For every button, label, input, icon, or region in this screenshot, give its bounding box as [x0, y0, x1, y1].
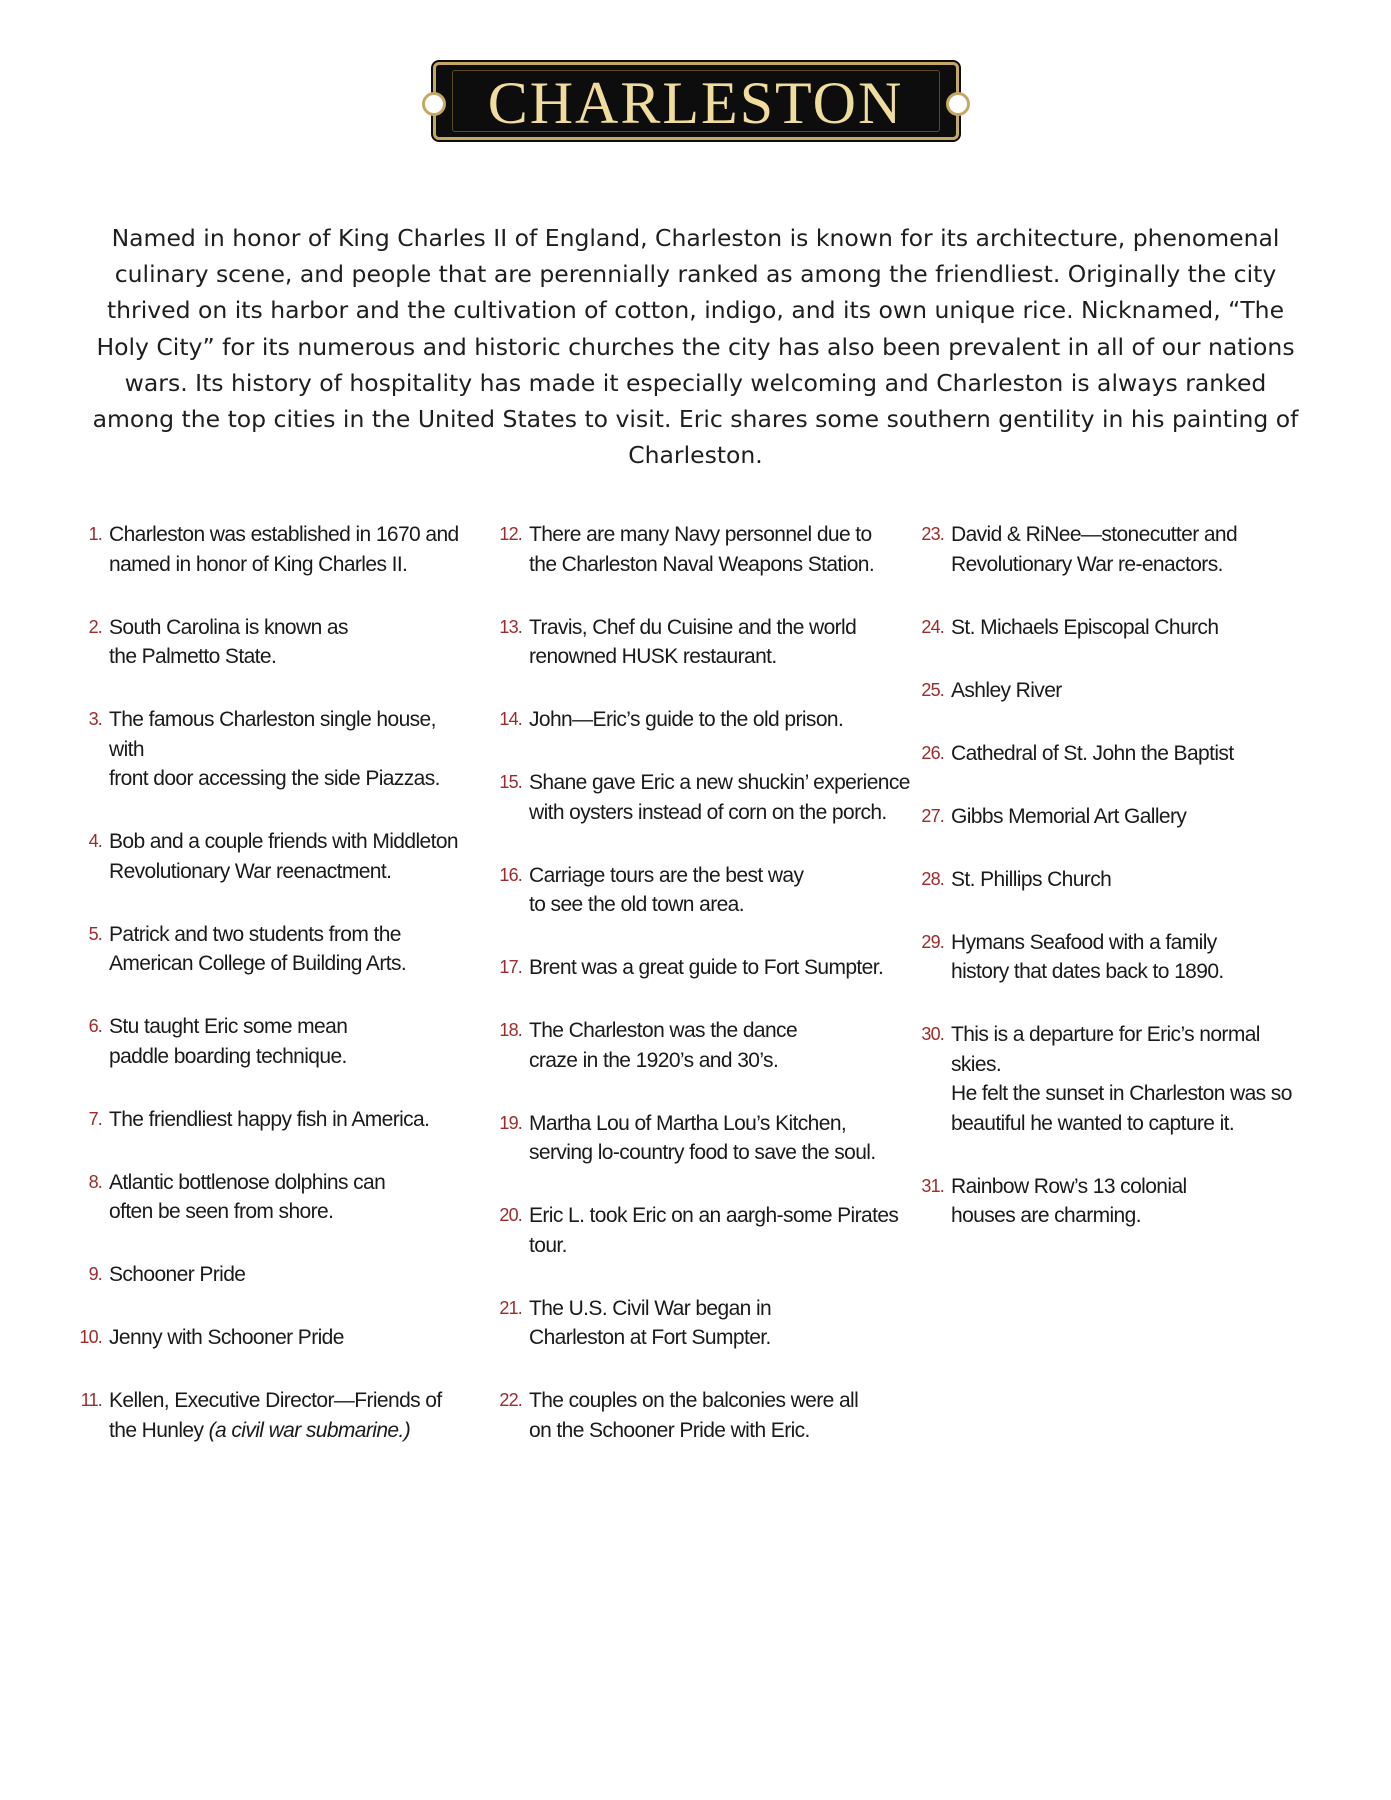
page-title: CHARLESTON	[487, 70, 904, 136]
item-text: Ashley River	[951, 678, 1062, 702]
intro-paragraph: Named in honor of King Charles II of England, Charleston is known for its architecture, phenomenal culinary scene, and people that are perennially ranked as among the friendliest. Originally the city thrived on its harbor and the cultivation of cotton, indigo, and its own unique rice. Nicknamed, “The Holy City” for its numerous and historic churches the city has also been prevalent in all of our nations wars. Its history of hospitality has made it especially welcoming and Charleston is always ranked among the top cities in the United States to visit. Eric shares some southern gentility in his painting of Charleston.	[92, 224, 1299, 470]
item-text: John—Eric’s guide to the old prison.	[529, 708, 844, 731]
item-text: There are many Navy personnel due to the Charleston Naval Weapons Station.	[529, 523, 875, 576]
item-number: 19.	[499, 1112, 522, 1133]
list-item	[912, 1172, 1312, 1231]
list-item	[70, 613, 460, 672]
item-number: 13.	[499, 616, 522, 637]
item-text: This is a departure for Eric’s normal skies. He felt the sunset in Charleston was so beautiful he wanted to capture it.	[951, 1023, 1292, 1135]
list-item	[490, 705, 910, 735]
item-text-main: Kellen, Executive Director—Friends of the Hunley	[109, 1389, 442, 1442]
list-item	[490, 861, 910, 920]
item-number: 3.	[88, 709, 102, 729]
item-text: Brent was a great guide to Fort Sumpter.	[529, 956, 884, 979]
list-item	[70, 520, 460, 579]
list-item	[912, 739, 1312, 769]
item-text: The famous Charleston single house, with front door accessing the side Piazzas.	[109, 708, 440, 790]
item-number: 31.	[921, 1175, 944, 1196]
item-number: 27.	[921, 805, 944, 826]
item-number: 2.	[88, 616, 102, 637]
item-number: 30.	[921, 1024, 944, 1044]
list-item	[70, 1386, 460, 1445]
list-item	[490, 1294, 910, 1353]
list-item	[70, 705, 460, 794]
item-number: 25.	[921, 679, 944, 700]
item-number: 23.	[921, 524, 944, 544]
item-text-italic: (a civil war submarine.)	[208, 1418, 411, 1442]
item-text: St. Phillips Church	[951, 867, 1112, 891]
item-number: 12.	[499, 524, 522, 544]
numbered-list	[0, 520, 1391, 1442]
item-number: 11.	[80, 1390, 102, 1410]
list-column-2	[490, 520, 910, 1479]
title-sign	[433, 62, 959, 140]
list-item	[912, 1020, 1312, 1138]
item-text: Travis, Chef du Cuisine and the world renowned HUSK restaurant.	[529, 615, 857, 668]
item-number: 14.	[499, 709, 522, 729]
item-text: St. Michaels Episcopal Church	[951, 615, 1219, 639]
item-number: 16.	[499, 864, 522, 885]
item-text: Shane gave Eric a new shuckin’ experience with oysters instead of corn on the porch.	[529, 771, 910, 824]
item-number: 24.	[921, 616, 944, 637]
list-item	[912, 613, 1312, 643]
item-text: Rainbow Row’s 13 colonial houses are charming.	[951, 1174, 1187, 1227]
item-number: 6.	[88, 1016, 102, 1036]
list-item	[490, 1386, 910, 1445]
item-text: Schooner Pride	[109, 1263, 246, 1286]
list-item	[490, 1016, 910, 1075]
list-item	[70, 1323, 460, 1353]
item-text: Patrick and two students from the American College of Building Arts.	[109, 922, 407, 975]
item-text: The Charleston was the dance craze in the 1920’s and 30’s.	[529, 1019, 798, 1072]
item-text: Gibbs Memorial Art Gallery	[951, 804, 1187, 828]
item-number: 21.	[499, 1297, 522, 1318]
list-item	[490, 520, 910, 579]
item-text: Charleston was established in 1670 and named in honor of King Charles II.	[109, 523, 459, 576]
item-text: Atlantic bottlenose dolphins can often be seen from shore.	[109, 1170, 386, 1223]
list-item	[912, 676, 1312, 706]
item-text: Bob and a couple friends with Middleton Revolutionary War reenactment.	[109, 830, 459, 883]
list-item	[912, 802, 1312, 832]
item-text: Eric L. took Eric on an aargh-some Pirates tour.	[529, 1204, 899, 1257]
title-banner	[0, 62, 1391, 140]
list-item	[490, 613, 910, 672]
list-item	[912, 865, 1312, 895]
list-item	[912, 520, 1312, 579]
item-number: 9.	[88, 1264, 102, 1284]
list-item	[490, 768, 910, 827]
list-item	[70, 1168, 460, 1227]
item-number: 20.	[499, 1205, 522, 1225]
list-item	[490, 953, 910, 983]
item-number: 29.	[921, 931, 944, 952]
item-number: 18.	[499, 1020, 522, 1040]
list-item	[912, 928, 1312, 987]
item-number: 7.	[88, 1108, 102, 1129]
item-text	[109, 1386, 442, 1445]
item-number: 26.	[921, 742, 944, 763]
list-item	[490, 1201, 910, 1260]
item-number: 22.	[499, 1390, 522, 1410]
item-number: 10.	[79, 1327, 102, 1347]
item-number: 15.	[499, 772, 522, 792]
item-text: Jenny with Schooner Pride	[109, 1326, 344, 1349]
list-item	[70, 1260, 460, 1290]
list-item	[70, 827, 460, 886]
list-item	[70, 920, 460, 979]
item-text: Martha Lou of Martha Lou’s Kitchen, serving lo-country food to save the soul.	[529, 1111, 876, 1164]
item-text: David & RiNee—stonecutter and Revolutionary War re-enactors.	[951, 523, 1238, 576]
item-text: Cathedral of St. John the Baptist	[951, 741, 1234, 765]
item-text: South Carolina is known as the Palmetto State.	[109, 615, 348, 668]
item-text: Carriage tours are the best way to see the old town area.	[529, 863, 804, 916]
item-number: 28.	[921, 868, 944, 889]
item-text: Hymans Seafood with a family history that dates back to 1890.	[951, 930, 1224, 983]
item-text: The friendliest happy fish in America.	[109, 1107, 430, 1131]
item-number: 4.	[88, 831, 102, 851]
list-column-3	[912, 520, 1312, 1264]
list-item	[490, 1109, 910, 1168]
item-text: The U.S. Civil War began in Charleston at Fort Sumpter.	[529, 1296, 772, 1349]
item-text: Stu taught Eric some mean paddle boarding technique.	[109, 1015, 348, 1068]
item-number: 5.	[88, 923, 102, 944]
item-number: 1.	[88, 524, 102, 544]
list-column-1	[70, 520, 460, 1479]
list-item	[70, 1012, 460, 1071]
item-number: 8.	[88, 1171, 102, 1192]
item-number: 17.	[499, 957, 522, 977]
item-text: The couples on the balconies were all on the Schooner Pride with Eric.	[529, 1389, 859, 1442]
list-item	[70, 1105, 460, 1135]
